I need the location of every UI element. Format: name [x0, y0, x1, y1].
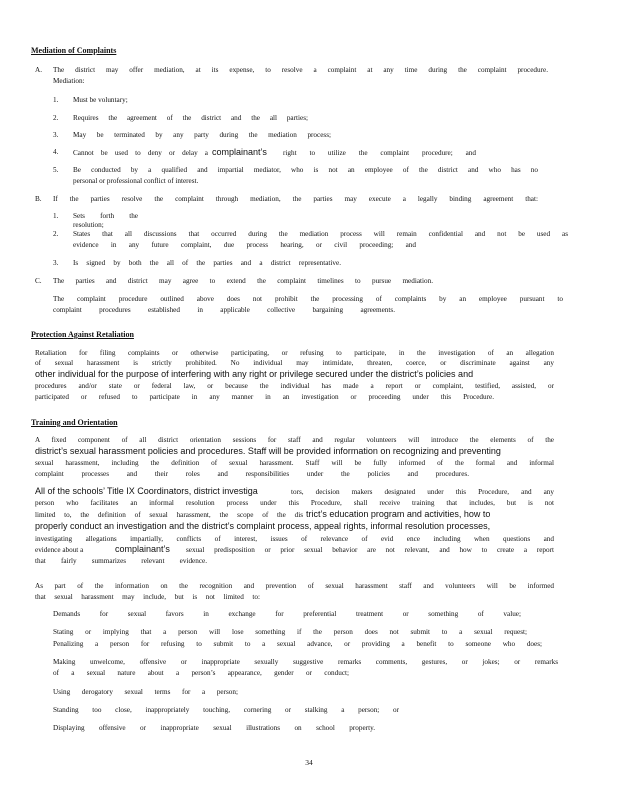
- protection-text-emphasis: other individual for the purpose of interfering with any right or privilege secured under the district’s policies and: [35, 369, 474, 379]
- list-item: Demands for sexual favors in exchange for preferential treatment or something of value;: [53, 610, 521, 618]
- training-text-emphasis: district’s sexual harassment policies and procedures. Staff will be provided information on recognizing and preventing: [35, 446, 501, 456]
- training-text: investigating allegations impartially, conflicts of interest, issues of relevance of evid ence including when questions and: [35, 535, 554, 543]
- list-item: Penalizing a person for refusing to submit to a sexual advance, or providing a benefit to someone who does;: [53, 640, 542, 648]
- mediation-item-num: 2.: [53, 114, 59, 122]
- mediation-b-item-text: States that all discussions that occurred during the mediation process will remain confidential and not be used as: [73, 230, 568, 238]
- mediation-a-label: A.: [35, 66, 42, 74]
- training-text: sexual predisposition or prior sexual behavior are not relevant, and how to create a report: [186, 546, 554, 554]
- mediation-item-num: 3.: [53, 131, 59, 139]
- mediation-b-item-text: Is signed by both the all of the parties and a district representative.: [73, 259, 341, 267]
- mediation-item-text: Requires the agreement of the district and the all parties;: [73, 114, 308, 122]
- mediation-b-item-num: 1.: [53, 212, 59, 220]
- training-text: As part of the information on the recognition and prevention of sexual harassment staff and volunteers will be informed: [35, 582, 554, 590]
- mediation-c-paragraph: complaint procedures established in applicable collective bargaining agreements.: [53, 306, 395, 314]
- protection-text: Retaliation for filing complaints or otherwise participating, or refusing to participate, in the investigation of an allegation: [35, 349, 554, 357]
- mediation-b-item-num: 3.: [53, 259, 59, 267]
- mediation-a-text: The district may offer mediation, at its expense, to resolve a complaint at any time during the complaint procedure.: [53, 66, 548, 74]
- mediation-item-text: personal or professional conflict of interest.: [73, 177, 199, 185]
- protection-text: of sexual harassment is strictly prohibited. No individual may intimidate, threaten, coerce, or discriminate against any: [35, 359, 554, 367]
- page-number: 34: [305, 758, 313, 767]
- training-text: limited to, the definition of sexual harassment, the scope of the dis: [35, 511, 303, 519]
- training-text-emphasis: properly conduct an investigation and the district’s complaint process, appeal rights, informal resolution processes,: [35, 521, 491, 531]
- training-heading: Training and Orientation: [31, 418, 118, 427]
- mediation-item-text: Be conducted by a qualified and impartial mediator, who is not an employee of the district and who has no: [73, 166, 538, 174]
- mediation-heading: Mediation of Complaints: [31, 46, 117, 55]
- mediation-b-text: If the parties resolve the complaint through mediation, the parties may execute a legally binding agreement that:: [53, 195, 538, 203]
- training-text: person who facilitates an informal resolution process under this Procedure, shall receive training that includes, but is not: [35, 499, 554, 507]
- training-text: that sexual harassment may include, but is not limited to:: [35, 593, 260, 601]
- training-text-emphasis: trict’s education program and activities, how to: [306, 509, 491, 519]
- mediation-c-label: C.: [35, 277, 42, 285]
- mediation-item-text: May be terminated by any party during the mediation process;: [73, 131, 331, 139]
- mediation-item-num: 5.: [53, 166, 59, 174]
- list-item: Displaying offensive or inappropriate sexual illustrations on school property.: [53, 724, 375, 732]
- mediation-a-text-2: Mediation:: [53, 77, 85, 85]
- mediation-b-item-text: evidence in any future complaint, due process hearing, or civil proceeding; and: [73, 241, 416, 249]
- mediation-item-text: Cannot be used to deny or delay a: [73, 149, 208, 157]
- list-item: Standing too close, inappropriately touching, cornering or stalking a person; or: [53, 706, 399, 714]
- mediation-c-text: The parties and district may agree to extend the complaint timelines to pursue mediation.: [53, 277, 433, 285]
- protection-text: procedures and/or state or federal law, or because the individual has made a report or complaint, testified, assisted, or: [35, 382, 554, 390]
- list-item: of a sexual nature about a person’s appearance, gender or conduct;: [53, 669, 349, 677]
- training-text: complaint processes and their roles and responsibilities under the policies and procedures.: [35, 470, 469, 478]
- mediation-item-text-emphasis: complainant’s: [212, 147, 267, 157]
- mediation-item-text: right to utilize the complaint procedure; and: [283, 149, 476, 157]
- training-text: A fixed component of all district orientation sessions for staff and regular volunteers will introduce the elements of the: [35, 436, 554, 444]
- mediation-item-num: 1.: [53, 96, 59, 104]
- mediation-c-paragraph: The complaint procedure outlined above does not prohibit the processing of complaints by an employee pursuant to: [53, 295, 563, 303]
- protection-heading: Protection Against Retaliation: [31, 330, 134, 339]
- mediation-item-num: 4.: [53, 148, 59, 156]
- mediation-b-item-text: Sets forth the resolution;: [73, 212, 138, 229]
- training-text-emphasis: complainant’s: [115, 544, 170, 554]
- mediation-b-item-num: 2.: [53, 230, 59, 238]
- mediation-b-label: B.: [35, 195, 42, 203]
- list-item: Using derogatory sexual terms for a person;: [53, 688, 238, 696]
- list-item: Making unwelcome, offensive or inappropriate sexually suggestive remarks comments, gestures, or jokes; or remarks: [53, 658, 558, 666]
- training-text-emphasis: All of the schools’ Title IX Coordinators, district investiga: [35, 486, 258, 496]
- training-text: evidence about a: [35, 546, 84, 554]
- training-text: that fairly summarizes relevant evidence.: [35, 557, 207, 565]
- protection-text: participated or refused to participate in any manner in an investigation or proceeding under this Procedure.: [35, 393, 494, 401]
- list-item: Stating or implying that a person will lose something if the person does not submit to a sexual request;: [53, 628, 527, 636]
- mediation-item-text: Must be voluntary;: [73, 96, 128, 104]
- training-text: tors, decision makers designated under this Procedure, and any: [291, 488, 554, 496]
- training-text: sexual harassment, including the definition of sexual harassment. Staff will be fully informed of the formal and informal: [35, 459, 554, 467]
